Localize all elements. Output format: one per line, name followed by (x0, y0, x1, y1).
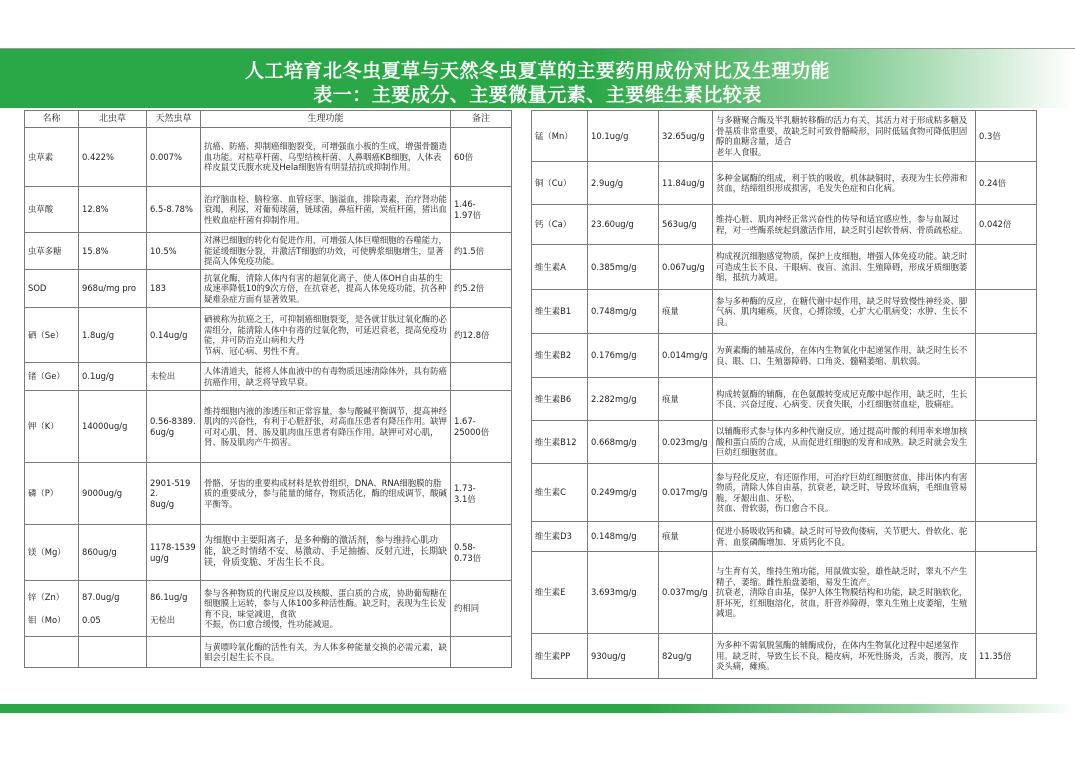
cell-name: 虫草素 (25, 128, 79, 187)
table-row (25, 581, 512, 637)
cell-remark: 约相同 (451, 581, 512, 637)
cell-bei-zn: 87.0ug/g (82, 592, 120, 602)
cell-tian: 0.017mg/g (659, 464, 713, 522)
cell-tian: 0.007% (147, 128, 201, 187)
table-row (25, 233, 512, 270)
cell-name: 维生素E (532, 552, 588, 634)
cell-bei: 23.60ug/g (588, 205, 659, 245)
cell-tian-mo: 无检出 (150, 614, 176, 625)
cell-name: 维生素PP (532, 634, 588, 679)
cell-bei: 0.668mg/g (588, 421, 659, 464)
cell-function: 抗氧化酶，清除人体内有害的超氧化离子，使人体OH自由基的生成速率降低10的9次方倍，在抗衰老，提高人体免疫功能，抗各种疑难杂症方面有显著效果。 (201, 270, 451, 308)
table-row (25, 187, 512, 233)
table-row (532, 245, 1037, 290)
header-row (25, 111, 512, 128)
table-row (25, 128, 512, 187)
cell-remark: 约1.5倍 (451, 233, 512, 270)
cell-name: 虫草多糖 (25, 233, 79, 270)
cell-tian: 未检出 (147, 363, 201, 391)
cell-tian: 11.84ug/g (659, 162, 713, 205)
cell-tian: 10.5% (147, 233, 201, 270)
cell-remark: 约12.8倍 (451, 308, 512, 363)
table-row (25, 308, 512, 363)
cell-function: 与生育有关，维持生殖功能，用鼠做实验，雄性缺乏时，睾丸不产生精子、萎缩。雌性胎盘萎缩，易发生流产。 抗衰老，清除自由基，保护人体生物膜结构和功能，缺乏时脑软化，肝坏死，红细胞溶化，贫血，肝营养障碍，睾丸生殖上皮萎缩，生殖减退。 (713, 552, 976, 634)
cell-tian: 0.067ug/g (659, 245, 713, 290)
cell-function: 维持心脏、肌肉神经正常兴奋性的传导和适宜感应性，参与血凝过程，对一些酶系统起到激活作用，缺乏时引起软骨病、骨质疏松症。 (713, 205, 976, 245)
table-row (532, 421, 1037, 464)
cell-tian: 2901-5192. 8ug/g (147, 463, 201, 525)
cell-name: SOD (25, 270, 79, 308)
bottom-green-bar (0, 704, 1075, 713)
table-row (532, 522, 1037, 552)
cell-function: 参与羟化反应，有还原作用，可治疗巨幼红细胞贫血，排出体内有害物质，清除人体自由基，抗衰老，缺乏时，导致坏血病，毛细血管易脆，牙龈出血、牙松、 贫血、骨软弱，伤口愈合不良。 (713, 464, 976, 522)
cell-remark: 1.67- 25000倍 (451, 391, 512, 463)
cell-function: 构成转氨酶的辅酶，在色氨酸转变成尼克酸中起作用，缺乏时，生长不良、兴奋过度、心病变、厌食失眠，小红细胞贫血症，肢痛症。 (713, 378, 976, 421)
cell-tian: 痕量 (659, 378, 713, 421)
table-row (25, 391, 512, 463)
cell-remark (976, 522, 1037, 552)
cell-remark (451, 637, 512, 668)
cell-remark: 0.24倍 (976, 162, 1037, 205)
cell-function: 人体清道夫，能将人体血液中的有毒物质迅速清除体外，具有防癌抗癌作用，缺乏将导致早衰。 (201, 363, 451, 391)
cell-name: 维生素A (532, 245, 588, 290)
cell-name: 硒（Se） (25, 308, 79, 363)
cell-name: 维生素B12 (532, 421, 588, 464)
cell-remark (976, 378, 1037, 421)
cell-tian: 563ug/g (659, 205, 713, 245)
table-row (25, 363, 512, 391)
table-row (532, 334, 1037, 378)
table-row (532, 464, 1037, 522)
cell-function: 与多糖聚合酶及半乳糖转移酶的活力有关，其活力对于形成粘多糖及骨基质非常重要，故缺乏时可致骨骼畸形，同时低锰食物可降低胆固醇的血糖含量，适合 老年人食服。 (713, 111, 976, 162)
cell-function: 为黄素酶的辅基成份，在体内生物氧化中起递氢作用，缺乏时生长不良、眼、口、生殖器障碍、口角炎、髓鞘萎缩、肌软弱。 (713, 334, 976, 378)
cell-tian: 0.037mg/g (659, 552, 713, 634)
cell-remark: 约5.2倍 (451, 270, 512, 308)
col-header-remark: 备注 (451, 111, 512, 128)
table-row (25, 463, 512, 525)
cell-bei: 1.8ug/g (79, 308, 147, 363)
cell-bei: 0.148mg/g (588, 522, 659, 552)
cell-bei: 0.385mg/g (588, 245, 659, 290)
cell-bei: 968u/mg pro (79, 270, 147, 308)
cell-tian: 0.023mg/g (659, 421, 713, 464)
cell-function: 参与各种物质的代谢反应以及核酸、蛋白质的合成，协助葡萄糖在细胞膜上运转，参与人体100多种活性酶。缺乏时，表现为生长发育不良，味觉减退，食欲 不振，伤口愈合缓慢，性功能减退。 (201, 581, 451, 637)
cell-tian: 82ug/g (659, 634, 713, 679)
table-row (532, 634, 1037, 679)
cell-function: 参与多种酶的反应，在糖代谢中起作用，缺乏时导致慢性神经炎、脚气病、肌肉瘫痪，厌食，心搏徐缓，心扩大心肌病变；水肿、生长不良。 (713, 290, 976, 334)
cell-name: 维生素C (532, 464, 588, 522)
cell-bei: 3.693mg/g (588, 552, 659, 634)
cell-function: 与黄嘌呤氧化酶的活性有关，为人体多种能量交换的必需元素，缺钼会引起生长不良。 (201, 637, 451, 668)
cell-tian (147, 581, 201, 637)
cell-name: 镁（Mg） (25, 525, 79, 581)
cell-tian: 痕量 (659, 522, 713, 552)
cell-remark: 60倍 (451, 128, 512, 187)
cell-remark: 11.35倍 (976, 634, 1037, 679)
cell-function: 以辅酶形式参与体内多种代谢反应，通过提高叶酸的利用率来增加核酸和蛋白质的合成，从而促进红细胞的发育和成熟。缺乏时就会发生巨幼红细胞贫血。 (713, 421, 976, 464)
col-header-bei: 北虫草 (79, 111, 147, 128)
cell-function: 为多种不需氧脱氢酶的辅酶成份，在体内生物氧化过程中起递氢作用。缺乏时，导致生长不良，糙皮病，坏死性肠炎，舌炎，腹泻，皮炎头痛，瘫痪。 (713, 634, 976, 679)
cell-tian: 0.014mg/g (659, 334, 713, 378)
cell-name: 钙（Ca） (532, 205, 588, 245)
cell-name: 锗（Ge） (25, 363, 79, 391)
right-comparison-table (531, 110, 1037, 679)
page-title: 人工培育北冬虫夏草与天然冬虫夏草的主要药用成份对比及生理功能 (244, 60, 830, 82)
cell-name-empty (25, 637, 79, 668)
cell-bei: 0.176mg/g (588, 334, 659, 378)
cell-bei: 10.1ug/g (588, 111, 659, 162)
cell-remark: 0.3倍 (976, 111, 1037, 162)
cell-function: 治疗脑血栓、脑栓塞、血管痉挛、脑溢血，排除毒素，治疗肾功能衰竭，利尿，对葡萄球菌，链球菌，鼻疽杆菌，炭疽杆菌，猪出血性败血症杆菌有抑制作用。 (201, 187, 451, 233)
cell-bei: 9000ug/g (79, 463, 147, 525)
col-header-function: 生理功能 (201, 111, 451, 128)
col-header-name: 名称 (25, 111, 79, 128)
cell-name: 维生素B1 (532, 290, 588, 334)
col-header-tian: 天然虫草 (147, 111, 201, 128)
cell-bei: 860ug/g (79, 525, 147, 581)
cell-remark (976, 464, 1037, 522)
table-row (532, 290, 1037, 334)
cell-bei (79, 581, 147, 637)
cell-remark (451, 363, 512, 391)
cell-name-mo: 钼（Mo） (28, 614, 66, 625)
cell-tian: 183 (147, 270, 201, 308)
cell-bei: 930ug/g (588, 634, 659, 679)
cell-bei: 0.249mg/g (588, 464, 659, 522)
cell-bei: 14000ug/g (79, 391, 147, 463)
cell-tian-empty (147, 637, 201, 668)
cell-bei: 0.748mg/g (588, 290, 659, 334)
cell-name: 虫草酸 (25, 187, 79, 233)
table-row (532, 378, 1037, 421)
cell-bei: 15.8% (79, 233, 147, 270)
cell-bei: 0.422% (79, 128, 147, 187)
cell-remark: 1.46- 1.97倍 (451, 187, 512, 233)
cell-tian: 6.5-8.78% (147, 187, 201, 233)
table-row (532, 162, 1037, 205)
cell-function: 构成视沉细胞感觉物质，保护上皮细胞，增强人体免疫功能。缺乏时可造成生长不良、干眼病、夜盲、流泪、生殖障碍，形成牙质细胞萎缩，抵抗力减退。 (713, 245, 976, 290)
cell-name: 维生素B2 (532, 334, 588, 378)
cell-remark (976, 552, 1037, 634)
table-row (532, 111, 1037, 162)
table-row (25, 525, 512, 581)
cell-name: 维生素B6 (532, 378, 588, 421)
cell-bei: 0.1ug/g (79, 363, 147, 391)
table-row (25, 270, 512, 308)
cell-function: 对淋巴细胞的转化有促进作用，可增强人体巨噬细胞的吞噬能力，能延缓细胞分裂，并激活T细胞的功效，可使脾浆细胞增生，显著提高人体免疫功能。 (201, 233, 451, 270)
cell-tian: 1178-1539 ug/g (147, 525, 201, 581)
cell-function: 骨骼、牙齿的重要构成材料是软骨组织，DNA、RNA细胞膜的脂质的重要成分，参与能量的储存，物质活化，酶的组成调节，酸碱平衡等。 (201, 463, 451, 525)
table-subtitle: 表一：主要成分、主要微量元素、主要维生素比较表 (313, 84, 762, 106)
cell-remark (976, 245, 1037, 290)
cell-remark: 0.58- 0.73倍 (451, 525, 512, 581)
cell-name-zn: 锌（Zn） (28, 592, 65, 602)
cell-tian: 32.65ug/g (659, 111, 713, 162)
cell-name: 磷（P） (25, 463, 79, 525)
table-row (532, 552, 1037, 634)
cell-name: 锰（Mn） (532, 111, 588, 162)
cell-bei: 2.282mg/g (588, 378, 659, 421)
cell-bei: 12.8% (79, 187, 147, 233)
cell-remark (976, 421, 1037, 464)
cell-function: 多种金属酶的组成，利于铁的吸收，机体缺铜时，表现为生长停滞和贫血，结缔组织形成损害，毛发失色症和白化病。 (713, 162, 976, 205)
cell-remark: 1.73- 3.1倍 (451, 463, 512, 525)
cell-tian: 0.56-8389. 6ug/g (147, 391, 201, 463)
table-row (25, 637, 512, 668)
cell-name: 维生素D3 (532, 522, 588, 552)
cell-remark (976, 290, 1037, 334)
cell-function: 抗癌、防癌、抑制癌细胞裂变，可增强血小板的生成，增强骨髓造血功能。对枯草杆菌、乌型结核杆菌、人鼻咽癌KB细胞，人体表样皮鼠艾氏腹水疣及Hela细胞皆有明显拮抗或抑制作用。 (201, 128, 451, 187)
cell-tian-zn: 86.1ug/g (150, 592, 188, 602)
cell-tian: 痕量 (659, 290, 713, 334)
left-comparison-table (24, 110, 512, 668)
cell-bei: 2.9ug/g (588, 162, 659, 205)
cell-bei-mo: 0.05 (82, 614, 101, 625)
cell-name: 钾（K） (25, 391, 79, 463)
cell-name: 铜（Cu） (532, 162, 588, 205)
cell-function: 促进小肠吸收钙和磷。缺乏时可导致佝偻病，关节肥大、骨软化、驼背、血浆磷酶增加、牙质钙化不良。 (713, 522, 976, 552)
cell-function: 硒被称为抗癌之王，可抑制癌细胞裂变，是各就甘肽过氧化酶的必需组分，能清除人体中有毒的过氧化物，可延迟衰老，提高免疫功能，并可防治克山病和大丹 节病、冠心病、男性不育。 (201, 308, 451, 363)
cell-bei-empty (79, 637, 147, 668)
cell-remark: 0.042倍 (976, 205, 1037, 245)
cell-tian: 0.14ug/g (147, 308, 201, 363)
cell-remark (976, 334, 1037, 378)
cell-function: 维持细胞内液的渗透压和正常容量，参与酸碱平衡调节，提高神经肌肉的兴奋性，有利于心脏舒张，对高血压患者有降压作用。缺钾可对心肌，肾、肠及肌肉血压患者有降压作用。缺钾可对心肌，肾、肠及肌肉产牛损害。 (201, 391, 451, 463)
cell-function: 为细胞中主要阳离子，是多种酶的激活剂，参与维持心肌功能，缺乏时情绪不安、易激动、手足抽搐、反射亢进，长期缺镁，骨质变脆、牙齿生长不良。 (201, 525, 451, 581)
table-row (532, 205, 1037, 245)
cell-name (25, 581, 79, 637)
